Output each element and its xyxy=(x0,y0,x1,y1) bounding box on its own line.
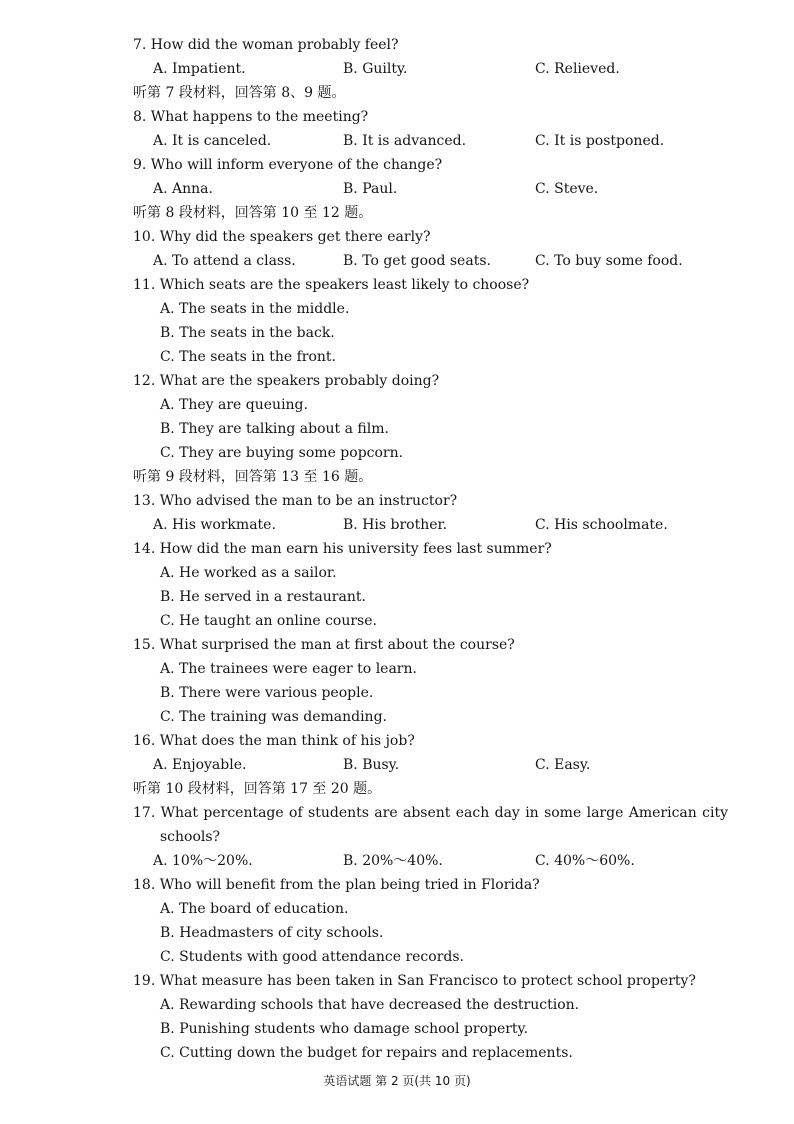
answer-option-row xyxy=(0,753,794,777)
question-stem: 11. Which seats are the speakers least likely to choose? xyxy=(133,277,530,293)
answer-option-c: C. His schoolmate. xyxy=(535,517,668,533)
question-stem: 7. How did the woman probably feel? xyxy=(133,37,399,53)
answer-option: schools? xyxy=(160,829,221,845)
answer-option-a: A. His workmate. xyxy=(153,517,276,533)
answer-option-c: C. 40%～60%. xyxy=(535,853,635,869)
answer-option-a: A. It is canceled. xyxy=(153,133,272,149)
answer-option: A. He worked as a sailor. xyxy=(160,565,337,581)
answer-option-row xyxy=(0,513,794,537)
answer-option-b: B. 20%～40%. xyxy=(343,853,443,869)
answer-option: B. There were various people. xyxy=(160,685,374,701)
answer-option: B. Punishing students who damage school property. xyxy=(160,1021,529,1037)
section-instruction: 听第 8 段材料，回答第 10 至 12 题。 xyxy=(133,205,373,221)
answer-option: A. Rewarding schools that have decreased the destruction. xyxy=(160,997,580,1013)
answer-option: B. They are talking about a film. xyxy=(160,421,389,437)
answer-option: A. The trainees were eager to learn. xyxy=(160,661,417,677)
answer-option: B. The seats in the back. xyxy=(160,325,335,341)
stem-word: students xyxy=(308,805,369,821)
question-stem: 10. Why did the speakers get there early? xyxy=(133,229,431,245)
answer-option: B. He served in a restaurant. xyxy=(160,589,366,605)
question-stem: 15. What surprised the man at first about the course? xyxy=(133,637,515,653)
answer-option-b: B. It is advanced. xyxy=(343,133,467,149)
stem-word: in xyxy=(525,805,539,821)
section-instruction: 听第 9 段材料，回答第 13 至 16 题。 xyxy=(133,469,373,485)
answer-option: A. The seats in the middle. xyxy=(160,301,350,317)
answer-option: A. They are queuing. xyxy=(160,397,308,413)
stem-word: percentage xyxy=(203,805,284,821)
question-stem: 13. Who advised the man to be an instructor? xyxy=(133,493,458,509)
answer-option: C. Students with good attendance records. xyxy=(160,949,464,965)
answer-option-c: C. Steve. xyxy=(535,181,599,197)
question-stem: 19. What measure has been taken in San Francisco to protect school property? xyxy=(133,973,696,989)
stem-word: some xyxy=(544,805,582,821)
answer-option-b: B. His brother. xyxy=(343,517,448,533)
question-stem: 9. Who will inform everyone of the change? xyxy=(133,157,443,173)
stem-word: absent xyxy=(402,805,451,821)
answer-option: A. The board of education. xyxy=(160,901,349,917)
answer-option-a: A. Enjoyable. xyxy=(153,757,247,773)
answer-option-c: C. To buy some food. xyxy=(535,253,683,269)
section-instruction: 听第 7 段材料，回答第 8、9 题。 xyxy=(133,85,346,101)
stem-word: American xyxy=(628,805,697,821)
question-stem xyxy=(133,801,728,825)
answer-option-b: B. Guilty. xyxy=(343,61,408,77)
answer-option-row xyxy=(0,849,794,873)
stem-word: are xyxy=(374,805,398,821)
question-stem: 8. What happens to the meeting? xyxy=(133,109,369,125)
answer-option: C. He taught an online course. xyxy=(160,613,377,629)
answer-option-row xyxy=(0,129,794,153)
answer-option: B. Headmasters of city schools. xyxy=(160,925,384,941)
answer-option-c: C. It is postponed. xyxy=(535,133,665,149)
page-footer: 英语试题 第 2 页(共 10 页) xyxy=(323,1074,471,1088)
question-stem: 14. How did the man earn his university fees last summer? xyxy=(133,541,552,557)
answer-option-b: B. Busy. xyxy=(343,757,400,773)
question-stem: 12. What are the speakers probably doing? xyxy=(133,373,440,389)
answer-option-b: B. Paul. xyxy=(343,181,398,197)
stem-word: day xyxy=(494,805,520,821)
answer-option-a: A. Impatient. xyxy=(153,61,246,77)
question-stem: 18. Who will benefit from the plan being tried in Florida? xyxy=(133,877,540,893)
question-stem: 16. What does the man think of his job? xyxy=(133,733,415,749)
stem-word: large xyxy=(586,805,624,821)
stem-word: 17. xyxy=(133,805,156,821)
stem-word: What xyxy=(160,805,199,821)
answer-option: C. Cutting down the budget for repairs and replacements. xyxy=(160,1045,573,1061)
answer-option-a: A. To attend a class. xyxy=(153,253,296,269)
answer-option: C. The training was demanding. xyxy=(160,709,387,725)
answer-option-a: A. 10%～20%. xyxy=(153,853,253,869)
answer-option-row xyxy=(0,249,794,273)
answer-option-c: C. Easy. xyxy=(535,757,591,773)
answer-option: C. They are buying some popcorn. xyxy=(160,445,404,461)
stem-word: of xyxy=(289,805,303,821)
stem-word: each xyxy=(455,805,490,821)
answer-option-c: C. Relieved. xyxy=(535,61,620,77)
answer-option-b: B. To get good seats. xyxy=(343,253,491,269)
section-instruction: 听第 10 段材料，回答第 17 至 20 题。 xyxy=(133,781,382,797)
answer-option: C. The seats in the front. xyxy=(160,349,336,365)
answer-option-row xyxy=(0,177,794,201)
answer-option-row xyxy=(0,57,794,81)
stem-word: city xyxy=(702,805,728,821)
answer-option-a: A. Anna. xyxy=(153,181,213,197)
